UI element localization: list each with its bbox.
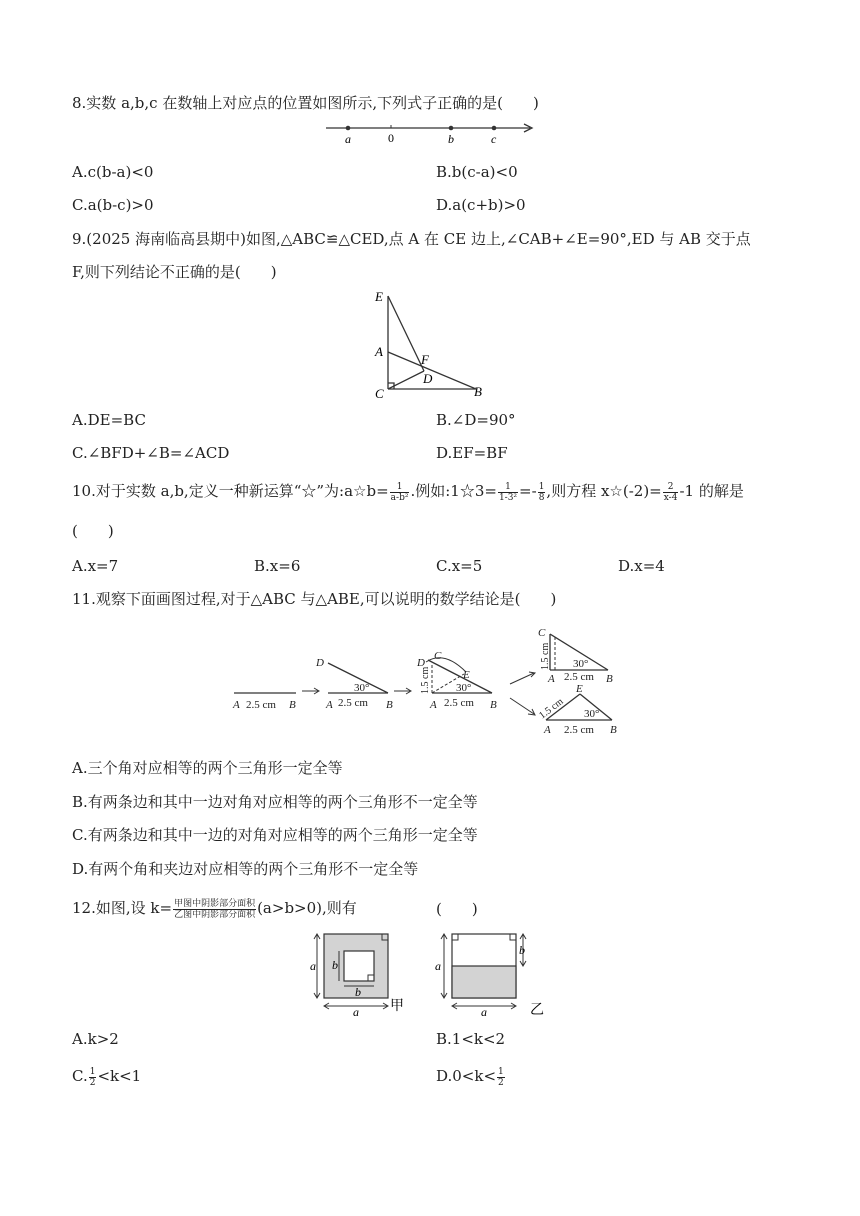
q11-option-b[interactable]: B.有两条边和其中一边对角对应相等的两个三角形不一定全等 (72, 793, 478, 811)
axis-label-0: 0 (388, 131, 394, 145)
q11-s3-C: C (434, 650, 442, 662)
q9-option-d[interactable]: D.EF=BF (436, 444, 508, 462)
q12-k-fraction (173, 899, 256, 920)
yi-caption: 乙 (530, 1003, 544, 1018)
q11-s2-A: A (326, 699, 333, 711)
q9-stem-line1: 9.(2025 海南临高县期中)如图,△ABC≌△CED,点 A 在 CE 边上,∠CAB+∠E=90°,ED 与 AB 交于点 (72, 230, 751, 248)
q8-option-c[interactable]: C.a(b-c)>0 (72, 196, 154, 214)
q11-s2-D: D (316, 657, 324, 669)
jia-label-b-horizontal: b (355, 985, 361, 999)
q11-drawing-steps-figure (228, 622, 628, 740)
jia-label-a-horizontal: a (353, 1005, 359, 1018)
q10-def-fraction (390, 482, 410, 503)
q10-option-a[interactable]: A.x=7 (72, 557, 119, 575)
q10-stem-d: ,则方程 x☆(-2)= (546, 482, 662, 500)
q12-option-d-fraction: $\frac{1}{2}$ (498, 1066, 504, 1088)
q11-s4b-angle: 30° (584, 708, 600, 720)
label-E: E (375, 289, 383, 304)
q8-option-b[interactable]: B.b(c-a)<0 (436, 163, 518, 181)
axis-label-b: b (448, 132, 454, 146)
q11-s3-D: D (417, 657, 425, 669)
q8-option-a[interactable]: A.c(b-a)<0 (72, 163, 154, 181)
q12-option-c-fraction: $\frac{1}{2}$ (89, 1066, 96, 1088)
q11-option-a[interactable]: A.三个角对应相等的两个三角形一定全等 (72, 759, 343, 777)
yi-label-b-vertical: b (519, 943, 525, 957)
q10-option-c[interactable]: C.x=5 (436, 557, 483, 575)
q10-example-result: $\frac{1}{8}$ (538, 481, 545, 503)
label-F: F (421, 352, 429, 367)
q11-s4a-side: 1.5 cm (540, 642, 551, 670)
q11-s4a-B: B (606, 673, 613, 685)
q11-s4a-angle: 30° (573, 658, 589, 670)
q11-s3-angle: 30° (456, 682, 472, 694)
q12-answer-paren: ( ) (436, 900, 478, 918)
q10-stem-a: 10.对于实数 a,b,定义一种新运算“☆”为:a☆b= (72, 482, 389, 500)
q11-s2-len: 2.5 cm (338, 697, 368, 709)
q8-option-d[interactable]: D.a(c+b)>0 (436, 196, 526, 214)
q8-number-line (322, 118, 542, 148)
axis-label-c: c (491, 132, 497, 146)
yi-label-a-vertical: a (435, 959, 441, 973)
q10-equation-fraction: $\frac{2}{x-4}$ (663, 481, 678, 503)
q11-s3-A: A (430, 699, 437, 711)
q11-s2-B: B (386, 699, 393, 711)
q12-option-a[interactable]: A.k>2 (72, 1030, 119, 1048)
q11-s3-E: E (463, 669, 470, 681)
q10-def-num: 1 (390, 482, 410, 493)
q11-s2-angle: 30° (354, 682, 370, 694)
q11-option-d[interactable]: D.有两个角和夹边对应相等的两个三角形不一定全等 (72, 860, 419, 878)
jia-inner-square (344, 951, 374, 981)
q11-s4b-A: A (544, 724, 551, 736)
q11-s3-len: 2.5 cm (444, 697, 474, 709)
q11-s1-B: B (289, 699, 296, 711)
q9-option-c[interactable]: C.∠BFD+∠B=∠ACD (72, 444, 230, 462)
q12-figure-jia (308, 928, 414, 1018)
q9-option-a[interactable]: A.DE=BC (72, 411, 146, 429)
q11-s4b-B: B (610, 724, 617, 736)
q10-answer-paren: ( ) (72, 522, 114, 540)
label-D: D (423, 371, 433, 386)
q11-s3-B: B (490, 699, 497, 711)
q11-s4b-E: E (576, 683, 583, 695)
label-A: A (375, 344, 383, 359)
q11-s4b-side: 1.5 cm (537, 696, 566, 722)
q8-stem: 8.实数 a,b,c 在数轴上对应点的位置如图所示,下列式子正确的是( ) (72, 94, 539, 112)
jia-label-b-vertical: b (332, 958, 338, 972)
q12-option-b[interactable]: B.1<k<2 (436, 1030, 506, 1048)
q12-option-c[interactable]: C. $\frac{1}{2}$ <k<1 (72, 1066, 142, 1088)
q10-stem-c: =- (519, 482, 537, 500)
q9-option-b[interactable]: B.∠D=90° (436, 411, 516, 429)
axis-label-a: a (345, 132, 351, 146)
q9-stem-line2: F,则下列结论不正确的是( ) (72, 263, 277, 281)
q11-s4b-len: 2.5 cm (564, 724, 594, 736)
q10-example-fraction: $\frac{1}{\text{1-3²}}$ (498, 481, 518, 503)
q11-s4a-len: 2.5 cm (564, 671, 594, 683)
q11-option-c[interactable]: C.有两条边和其中一边的对角对应相等的两个三角形一定全等 (72, 826, 478, 844)
q12-stem (72, 898, 357, 920)
label-B: B (474, 384, 482, 399)
q10-def-den: a-b² (390, 492, 409, 503)
q11-stem: 11.观察下面画图过程,对于△ABC 与△ABE,可以说明的数学结论是( ) (72, 590, 557, 608)
q12-k-num: 甲图中阴影部分面积 (174, 898, 256, 909)
q11-s3-side: 1.5 cm (420, 666, 431, 694)
yi-label-a-horizontal: a (481, 1005, 487, 1018)
jia-label-a-vertical: a (310, 959, 316, 973)
q10-stem (72, 481, 744, 503)
q11-s1-len: 2.5 cm (246, 699, 276, 711)
q11-s1-A: A (233, 699, 240, 711)
q10-option-d[interactable]: D.x=4 (618, 557, 665, 575)
q12-stem-b: (a>b>0),则有 (257, 899, 357, 917)
yi-shaded-rect (452, 966, 516, 998)
q11-s4a-A: A (548, 673, 555, 685)
q12-k-den: 乙图中阴影部分面积 (174, 909, 256, 920)
q9-triangle-figure (370, 286, 500, 404)
jia-caption: 甲 (390, 999, 404, 1014)
label-C: C (375, 386, 384, 401)
q10-stem-b: .例如:1☆3= (410, 482, 497, 500)
q12-figure-yi (430, 928, 550, 1018)
q12-stem-a: 12.如图,设 k= (72, 899, 173, 917)
q10-option-b[interactable]: B.x=6 (254, 557, 301, 575)
q11-s4a-C: C (538, 627, 546, 639)
q12-option-d[interactable]: D.0<k< $\frac{1}{2}$ (436, 1066, 504, 1088)
q10-stem-e: -1 的解是 (679, 482, 744, 500)
